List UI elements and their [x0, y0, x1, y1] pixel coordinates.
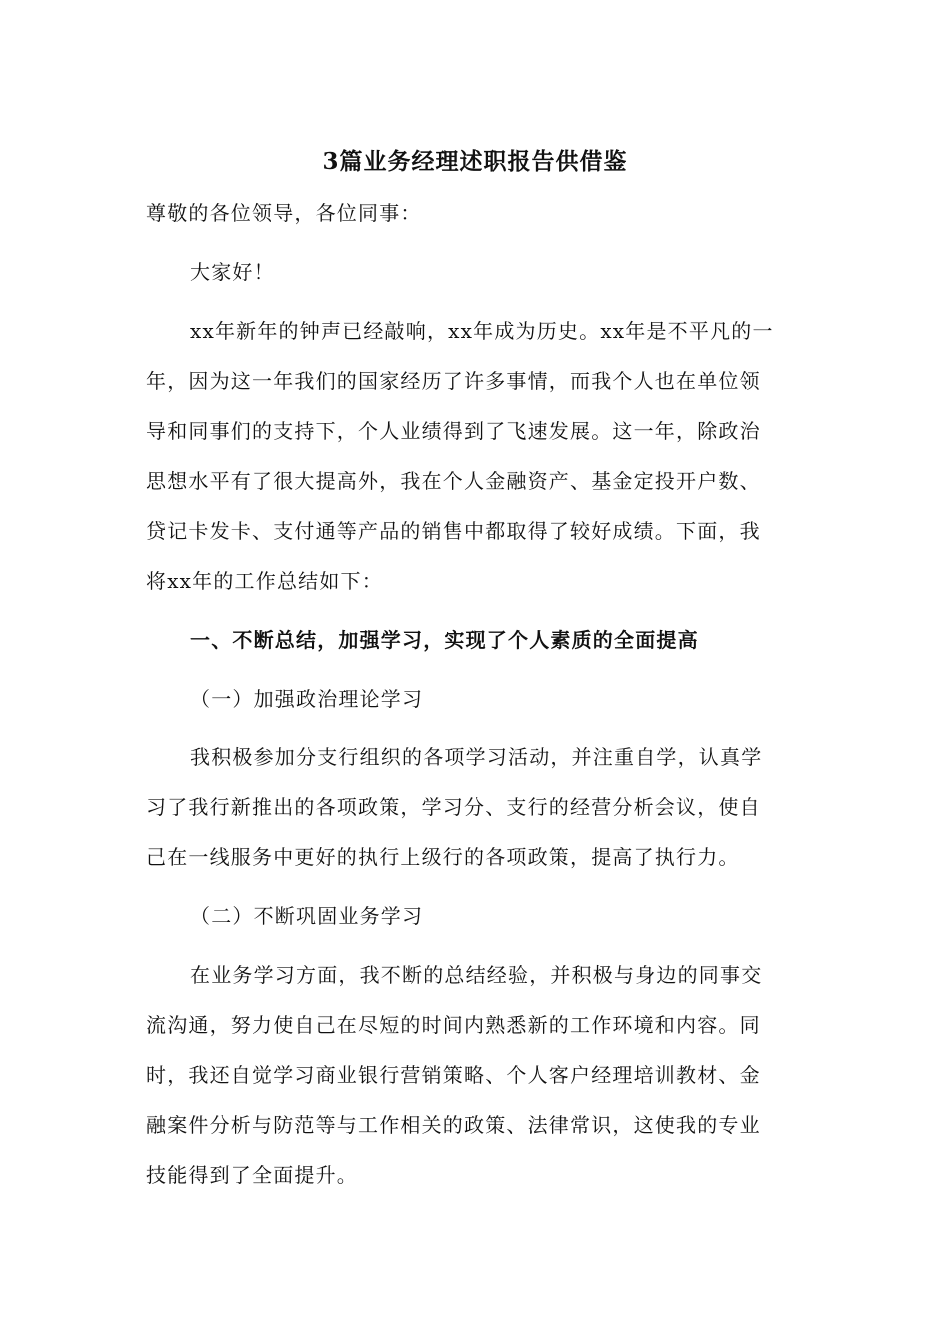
paragraph-line: 技能得到了全面提升。 — [146, 1163, 358, 1187]
paragraph-line: 在业务学习方面，我不断的总结经验，并积极与身边的同事交 — [190, 963, 763, 987]
paragraph-line: 时，我还自觉学习商业银行营销策略、个人客户经理培训教材、金 — [146, 1063, 761, 1087]
paragraph-line: 将xx年的工作总结如下： — [146, 569, 383, 593]
paragraph-line: xx年新年的钟声已经敲响，xx年成为历史。xx年是不平凡的一 — [190, 319, 774, 343]
salutation: 尊敬的各位领导，各位同事： — [146, 201, 422, 225]
paragraph-line: 己在一线服务中更好的执行上级行的各项政策，提高了执行力。 — [146, 845, 740, 869]
paragraph-line: 贷记卡发卡、支付通等产品的销售中都取得了较好成绩。下面，我 — [146, 519, 761, 543]
subsection-heading: （二）不断巩固业务学习 — [190, 904, 424, 928]
paragraph-line: 我积极参加分支行组织的各项学习活动，并注重自学，认真学 — [190, 745, 763, 769]
paragraph-line: 流沟通，努力使自己在尽短的时间内熟悉新的工作环境和内容。同 — [146, 1013, 761, 1037]
section-heading: 一、不断总结，加强学习，实现了个人素质的全面提高 — [190, 628, 699, 652]
greeting: 大家好！ — [190, 260, 275, 284]
document-title: 3篇业务经理述职报告供借鉴 — [322, 148, 628, 175]
paragraph-line: 导和同事们的支持下，个人业绩得到了飞速发展。这一年，除政治 — [146, 419, 761, 443]
subsection-heading: （一）加强政治理论学习 — [190, 687, 424, 711]
paragraph-line: 融案件分析与防范等与工作相关的政策、法律常识，这使我的专业 — [146, 1113, 761, 1137]
paragraph-line: 思想水平有了很大提高外，我在个人金融资产、基金定投开户数、 — [146, 469, 761, 493]
paragraph-line: 习了我行新推出的各项政策，学习分、支行的经营分析会议，使自 — [146, 795, 761, 819]
paragraph-line: 年，因为这一年我们的国家经历了许多事情，而我个人也在单位领 — [146, 369, 761, 393]
